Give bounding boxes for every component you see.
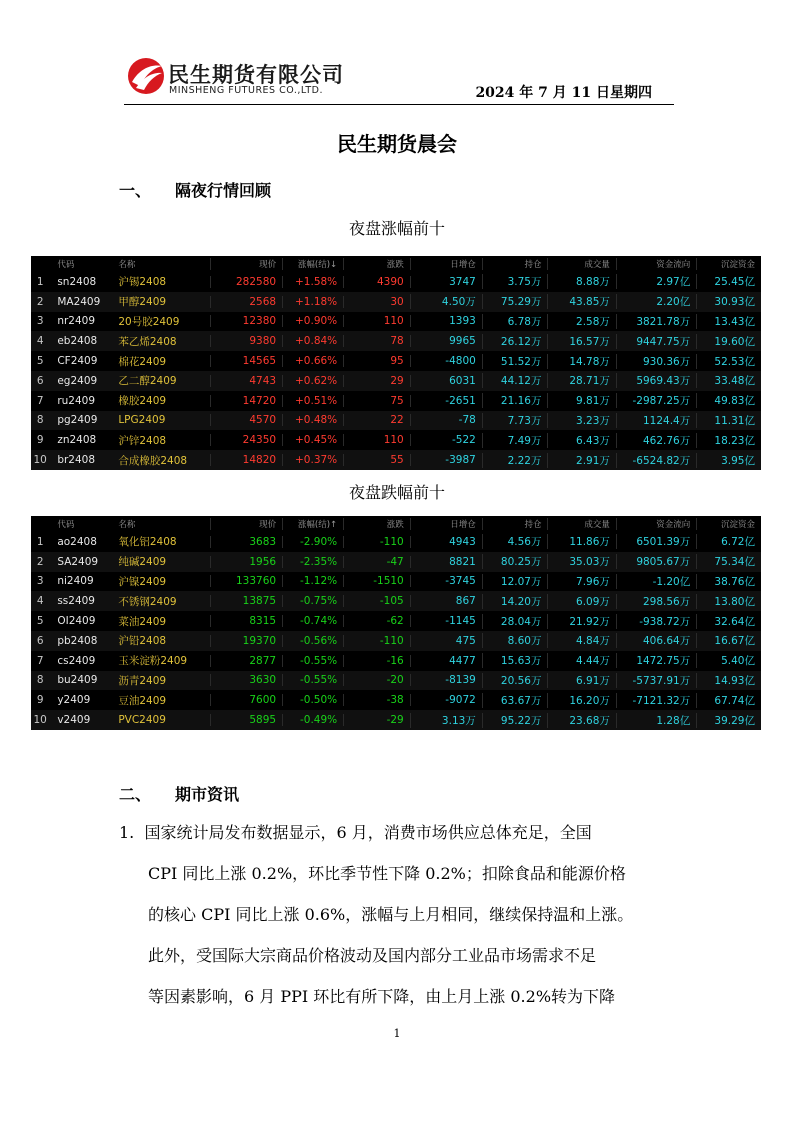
cell-pct: -0.56%: [282, 635, 343, 647]
cell-idx: 1: [36, 275, 44, 288]
cell-code: CF2409: [57, 355, 98, 368]
cell-price: 14720: [210, 395, 282, 407]
cell-vol: 43.85万: [547, 294, 615, 309]
cell-pct: -0.55%: [282, 674, 343, 686]
cell-name: 苯乙烯2408: [118, 335, 177, 348]
cell-pct: -0.50%: [282, 694, 343, 706]
cell-code: nr2409: [57, 315, 96, 328]
cell-hold: 7.49万: [482, 433, 548, 448]
cell-idx: 10: [33, 714, 47, 727]
cell-hold: 95.22万: [482, 713, 548, 728]
table-row[interactable]: [31, 611, 761, 631]
cell-code: bu2409: [57, 674, 98, 687]
cell-vol: 3.23万: [547, 413, 615, 428]
cell-flow: 3821.78万: [616, 314, 696, 329]
cell-oi: -1145: [410, 615, 482, 627]
cell-oi: 4.50万: [410, 294, 482, 309]
cell-sed: 75.34亿: [696, 554, 761, 569]
table-row[interactable]: [31, 351, 761, 371]
news-paragraph: [119, 812, 675, 1017]
cell-vol: 16.57万: [547, 334, 615, 349]
cell-chg: 4390: [343, 276, 410, 288]
report-date: 2024 年 7 月 11 日星期四: [475, 85, 652, 101]
cell-idx: 9: [36, 694, 44, 707]
cell-vol: 11.86万: [547, 534, 615, 549]
cell-flow: -5737.91万: [616, 673, 696, 688]
cell-hold: 8.60万: [482, 633, 548, 648]
table-row[interactable]: [31, 710, 761, 730]
cell-vol: 2.91万: [547, 453, 615, 468]
cell-price: 133760: [210, 575, 282, 587]
cell-chg: 75: [343, 395, 410, 407]
cell-name: 沥青2409: [118, 674, 167, 687]
cell-idx: 8: [36, 674, 44, 687]
cell-code: pb2408: [57, 634, 98, 647]
cell-code: br2408: [57, 454, 96, 467]
cell-flow: 406.64万: [616, 633, 696, 648]
section-heading-2: [119, 782, 239, 805]
table-header-cell[interactable]: 涨跌: [343, 518, 410, 530]
cell-price: 13875: [210, 595, 282, 607]
page-number: 1: [393, 1027, 401, 1040]
cell-sed: 32.64亿: [696, 614, 761, 629]
cell-vol: 35.03万: [547, 554, 615, 569]
gainers-table-title: 夜盘涨幅前十: [348, 219, 445, 238]
cell-idx: 7: [36, 394, 44, 407]
cell-code: MA2409: [57, 295, 101, 308]
cell-price: 12380: [210, 315, 282, 327]
cell-oi: -78: [410, 414, 482, 426]
cell-hold: 3.75万: [482, 274, 548, 289]
cell-hold: 28.04万: [482, 614, 548, 629]
cell-pct: -1.12%: [282, 575, 343, 587]
cell-vol: 21.92万: [547, 614, 615, 629]
section-heading-1: [119, 178, 271, 201]
cell-price: 282580: [210, 276, 282, 288]
table-header-cell[interactable]: 成交量: [547, 258, 615, 270]
table-row[interactable]: [31, 272, 761, 292]
cell-chg: -29: [343, 714, 410, 726]
cell-flow: -938.72万: [616, 614, 696, 629]
cell-sed: 3.95亿: [696, 453, 761, 468]
cell-price: 19370: [210, 635, 282, 647]
cell-name: PVC2409: [118, 714, 166, 727]
cell-hold: 44.12万: [482, 373, 548, 388]
cell-hold: 63.67万: [482, 693, 548, 708]
cell-hold: 4.56万: [482, 534, 548, 549]
cell-oi: 4943: [410, 536, 482, 548]
cell-chg: 29: [343, 375, 410, 387]
brand-name-cn: 民生期货有限公司: [168, 63, 344, 87]
losers-table-title: 夜盘跌幅前十: [348, 483, 445, 502]
cell-flow: 6501.39万: [616, 534, 696, 549]
cell-vol: 6.09万: [547, 594, 615, 609]
cell-idx: 9: [36, 434, 44, 447]
paragraph-line: 等因素影响，6 月 PPI 环比有所下降，由上月上涨 0.2%转为下降: [148, 987, 616, 1006]
cell-idx: 4: [36, 595, 44, 608]
cell-pct: +0.66%: [282, 355, 343, 367]
table-header-cell[interactable]: 涨幅(结)↑: [282, 518, 343, 530]
paragraph-line: CPI 同比上涨 0.2%，环比季节性下降 0.2%；扣除食品和能源价格: [148, 864, 626, 883]
table-row[interactable]: [31, 552, 761, 572]
cell-oi: 867: [410, 595, 482, 607]
cell-price: 2877: [210, 655, 282, 667]
cell-idx: 2: [36, 555, 44, 568]
table-row[interactable]: [31, 312, 761, 332]
cell-code: ao2408: [57, 535, 97, 548]
cell-chg: -16: [343, 655, 410, 667]
cell-name: 沪铅2408: [118, 635, 167, 648]
paragraph-text: 国家统计局发布数据显示，6 月，消费市场供应总体充足，全国: [144, 823, 592, 842]
cell-sed: 11.31亿: [696, 413, 761, 428]
table-row[interactable]: [31, 371, 761, 391]
cell-pct: +0.37%: [282, 454, 343, 466]
cell-code: SA2409: [57, 555, 99, 568]
cell-vol: 7.96万: [547, 574, 615, 589]
cell-sed: 52.53亿: [696, 354, 761, 369]
cell-price: 5895: [210, 714, 282, 726]
cell-chg: -38: [343, 694, 410, 706]
cell-vol: 4.44万: [547, 653, 615, 668]
cell-oi: 9965: [410, 335, 482, 347]
table-header-cell[interactable]: 沉淀资金: [696, 518, 761, 530]
section-label: 隔夜行情回顾: [175, 181, 272, 200]
cell-name: 合成橡胶2408: [118, 454, 188, 467]
cell-flow: -2987.25万: [616, 393, 696, 408]
cell-code: OI2409: [57, 615, 96, 628]
cell-name: 甲醇2409: [118, 296, 167, 309]
cell-idx: 3: [36, 575, 44, 588]
cell-chg: 95: [343, 355, 410, 367]
cell-sed: 13.80亿: [696, 594, 761, 609]
cell-code: cs2409: [57, 654, 96, 667]
cell-flow: 462.76万: [616, 433, 696, 448]
table-header-cell[interactable]: 沉淀资金: [696, 258, 761, 270]
cell-sed: 19.60亿: [696, 334, 761, 349]
cell-pct: +1.18%: [282, 296, 343, 308]
cell-flow: -6524.82万: [616, 453, 696, 468]
cell-name: 沪锌2408: [118, 434, 167, 447]
cell-hold: 6.78万: [482, 314, 548, 329]
cell-sed: 25.45亿: [696, 274, 761, 289]
cell-sed: 39.29亿: [696, 713, 761, 728]
cell-vol: 14.78万: [547, 354, 615, 369]
cell-chg: -105: [343, 595, 410, 607]
minsheng-logo-icon: [126, 56, 166, 96]
table-row[interactable]: [31, 391, 761, 411]
cell-hold: 7.73万: [482, 413, 548, 428]
cell-chg: -47: [343, 556, 410, 568]
table-row[interactable]: [31, 411, 761, 431]
cell-price: 1956: [210, 556, 282, 568]
cell-code: eg2409: [57, 374, 98, 387]
cell-hold: 15.63万: [482, 653, 548, 668]
cell-pct: +0.48%: [282, 414, 343, 426]
cell-chg: 110: [343, 315, 410, 327]
cell-flow: 2.97亿: [616, 274, 696, 289]
cell-oi: 3747: [410, 276, 482, 288]
table-row[interactable]: [31, 572, 761, 592]
table-header-cell[interactable]: 代码: [57, 520, 75, 530]
page-header: [124, 56, 674, 105]
cell-oi: -2651: [410, 395, 482, 407]
table-header-cell[interactable]: 资金流向: [616, 518, 696, 530]
table-row[interactable]: [31, 591, 761, 611]
gainers-table: [31, 256, 761, 470]
cell-chg: 30: [343, 296, 410, 308]
cell-flow: 1124.4万: [616, 413, 696, 428]
cell-flow: 9805.67万: [616, 554, 696, 569]
cell-sed: 38.76亿: [696, 574, 761, 589]
cell-flow: -7121.32万: [616, 693, 696, 708]
table-row[interactable]: [31, 671, 761, 691]
cell-flow: 2.20亿: [616, 294, 696, 309]
cell-pct: -0.55%: [282, 655, 343, 667]
cell-idx: 6: [36, 634, 44, 647]
cell-pct: +0.62%: [282, 375, 343, 387]
cell-hold: 14.20万: [482, 594, 548, 609]
cell-vol: 6.43万: [547, 433, 615, 448]
cell-chg: -1510: [343, 575, 410, 587]
cell-name: 菜油2409: [118, 615, 167, 628]
section-number: 一、: [119, 181, 152, 200]
cell-flow: 930.36万: [616, 354, 696, 369]
cell-sed: 33.48亿: [696, 373, 761, 388]
table-header-cell[interactable]: 现价: [210, 258, 282, 270]
cell-flow: 298.56万: [616, 594, 696, 609]
table-header-cell[interactable]: 名称: [118, 260, 136, 270]
table-row[interactable]: [31, 430, 761, 450]
cell-chg: -20: [343, 674, 410, 686]
page-title: 民生期货晨会: [337, 132, 457, 156]
cell-price: 3630: [210, 674, 282, 686]
cell-name: 纯碱2409: [118, 556, 167, 569]
cell-chg: 78: [343, 335, 410, 347]
cell-sed: 49.83亿: [696, 393, 761, 408]
cell-hold: 26.12万: [482, 334, 548, 349]
table-header-cell[interactable]: 持仓: [482, 518, 548, 530]
cell-idx: 2: [36, 295, 44, 308]
cell-vol: 6.91万: [547, 673, 615, 688]
cell-hold: 51.52万: [482, 354, 548, 369]
losers-table: [31, 516, 761, 730]
table-row[interactable]: [31, 292, 761, 312]
cell-code: pg2409: [57, 414, 98, 427]
cell-idx: 4: [36, 335, 44, 348]
brand-name-en: MINSHENG FUTURES CO.,LTD.: [169, 85, 323, 96]
cell-sed: 67.74亿: [696, 693, 761, 708]
table-header-cell[interactable]: 日增仓: [410, 518, 482, 530]
cell-idx: 1: [36, 535, 44, 548]
cell-idx: 8: [36, 414, 44, 427]
cell-idx: 7: [36, 654, 44, 667]
table-row[interactable]: [31, 450, 761, 470]
cell-idx: 5: [36, 615, 44, 628]
cell-oi: -9072: [410, 694, 482, 706]
table-header-cell[interactable]: 日增仓: [410, 258, 482, 270]
cell-price: 4743: [210, 375, 282, 387]
paragraph-line: 此外，受国际大宗商品价格波动及国内部分工业品市场需求不足: [148, 946, 597, 965]
cell-code: ss2409: [57, 595, 95, 608]
cell-hold: 2.22万: [482, 453, 548, 468]
cell-sed: 5.40亿: [696, 653, 761, 668]
cell-code: sn2408: [57, 275, 97, 288]
cell-oi: -3987: [410, 454, 482, 466]
cell-price: 2568: [210, 296, 282, 308]
cell-oi: 475: [410, 635, 482, 647]
table-header-cell[interactable]: 名称: [118, 520, 136, 530]
cell-name: LPG2409: [118, 414, 166, 427]
cell-code: zn2408: [57, 434, 97, 447]
cell-pct: -0.74%: [282, 615, 343, 627]
cell-pct: -0.49%: [282, 714, 343, 726]
cell-idx: 10: [33, 454, 47, 467]
cell-sed: 16.67亿: [696, 633, 761, 648]
cell-code: ni2409: [57, 575, 94, 588]
cell-vol: 16.20万: [547, 693, 615, 708]
cell-oi: 8821: [410, 556, 482, 568]
cell-name: 氧化铝2408: [118, 536, 177, 549]
cell-oi: -522: [410, 434, 482, 446]
cell-idx: 5: [36, 355, 44, 368]
cell-oi: 1393: [410, 315, 482, 327]
cell-sed: 18.23亿: [696, 433, 761, 448]
table-header-cell[interactable]: 涨跌: [343, 258, 410, 270]
table-row[interactable]: [31, 690, 761, 710]
cell-name: 乙二醇2409: [118, 375, 177, 388]
table-header-row: [31, 516, 761, 532]
cell-vol: 9.81万: [547, 393, 615, 408]
table-header-cell[interactable]: 资金流向: [616, 258, 696, 270]
cell-sed: 6.72亿: [696, 534, 761, 549]
cell-flow: -1.20亿: [616, 574, 696, 589]
table-row[interactable]: [31, 331, 761, 351]
cell-oi: 4477: [410, 655, 482, 667]
paragraph-line: [119, 812, 675, 853]
cell-price: 14565: [210, 355, 282, 367]
cell-vol: 28.71万: [547, 373, 615, 388]
table-header-cell[interactable]: 代码: [57, 260, 75, 270]
cell-code: eb2408: [57, 335, 98, 348]
table-header-cell[interactable]: 现价: [210, 518, 282, 530]
cell-code: y2409: [57, 694, 91, 707]
cell-pct: -2.90%: [282, 536, 343, 548]
cell-price: 8315: [210, 615, 282, 627]
section-number: 二、: [119, 785, 152, 804]
section-label: 期市资讯: [175, 785, 240, 804]
cell-name: 沪镍2409: [118, 575, 167, 588]
cell-code: ru2409: [57, 394, 96, 407]
paragraph-line: 的核心 CPI 同比上涨 0.6%，涨幅与上月相同，继续保持温和上涨。: [148, 905, 634, 924]
cell-idx: 6: [36, 374, 44, 387]
cell-vol: 4.84万: [547, 633, 615, 648]
cell-oi: -3745: [410, 575, 482, 587]
cell-price: 3683: [210, 536, 282, 548]
cell-name: 沪锡2408: [118, 276, 167, 289]
cell-sed: 13.43亿: [696, 314, 761, 329]
cell-oi: -8139: [410, 674, 482, 686]
cell-chg: 110: [343, 434, 410, 446]
cell-name: 豆油2409: [118, 694, 167, 707]
cell-vol: 8.88万: [547, 274, 615, 289]
table-header-cell[interactable]: 涨幅(结)↓: [282, 258, 343, 270]
cell-vol: 23.68万: [547, 713, 615, 728]
cell-name: 橡胶2409: [118, 395, 167, 408]
cell-name: 不锈钢2409: [118, 595, 177, 608]
table-header-row: [31, 256, 761, 272]
cell-chg: 22: [343, 414, 410, 426]
table-header-cell[interactable]: 持仓: [482, 258, 548, 270]
cell-hold: 21.16万: [482, 393, 548, 408]
cell-idx: 3: [36, 315, 44, 328]
cell-name: 玉米淀粉2409: [118, 655, 188, 668]
table-row[interactable]: [31, 631, 761, 651]
list-marker: 1.: [119, 823, 135, 842]
cell-sed: 30.93亿: [696, 294, 761, 309]
cell-oi: -4800: [410, 355, 482, 367]
cell-chg: -110: [343, 635, 410, 647]
cell-name: 棉花2409: [118, 355, 167, 368]
cell-flow: 1472.75万: [616, 653, 696, 668]
cell-pct: +0.84%: [282, 335, 343, 347]
cell-chg: 55: [343, 454, 410, 466]
cell-oi: 6031: [410, 375, 482, 387]
cell-sed: 14.93亿: [696, 673, 761, 688]
cell-pct: +0.45%: [282, 434, 343, 446]
table-header-cell[interactable]: 成交量: [547, 518, 615, 530]
cell-hold: 80.25万: [482, 554, 548, 569]
cell-pct: +0.90%: [282, 315, 343, 327]
cell-price: 14820: [210, 454, 282, 466]
cell-pct: +0.51%: [282, 395, 343, 407]
cell-price: 24350: [210, 434, 282, 446]
cell-pct: -2.35%: [282, 556, 343, 568]
cell-chg: -110: [343, 536, 410, 548]
cell-flow: 9447.75万: [616, 334, 696, 349]
cell-vol: 2.58万: [547, 314, 615, 329]
cell-hold: 75.29万: [482, 294, 548, 309]
cell-name: 20号胶2409: [118, 315, 180, 328]
table-row[interactable]: [31, 532, 761, 552]
cell-pct: +1.58%: [282, 276, 343, 288]
table-row[interactable]: [31, 651, 761, 671]
cell-flow: 1.28亿: [616, 713, 696, 728]
cell-oi: 3.13万: [410, 713, 482, 728]
cell-hold: 20.56万: [482, 673, 548, 688]
cell-chg: -62: [343, 615, 410, 627]
cell-price: 4570: [210, 414, 282, 426]
cell-price: 9380: [210, 335, 282, 347]
cell-hold: 12.07万: [482, 574, 548, 589]
cell-code: v2409: [57, 714, 91, 727]
cell-price: 7600: [210, 694, 282, 706]
cell-pct: -0.75%: [282, 595, 343, 607]
cell-flow: 5969.43万: [616, 373, 696, 388]
